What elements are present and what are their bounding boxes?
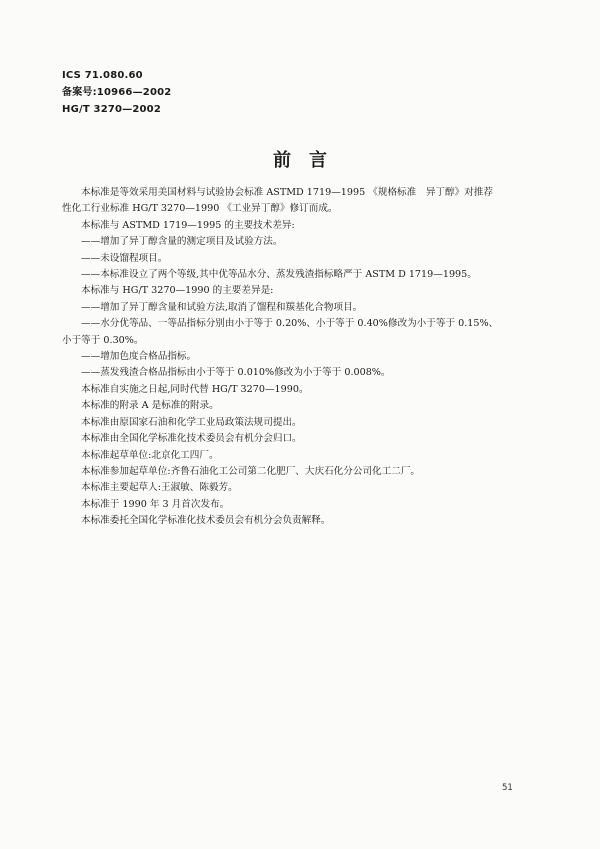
paragraph: ——蒸发残渣合格品指标由小于等于 0.010%修改为小于等于 0.008%。	[81, 367, 391, 379]
paragraph: ——本标准设立了两个等级,其中优等品水分、蒸发残渣指标略严于 ASTM D 1719—1995。	[81, 269, 477, 281]
paragraph: 本标准与 HG/T 3270—1990 的主要差异是:	[81, 285, 274, 297]
paragraph: 本标准是等效采用美国材料与试验协会标准 ASTMD 1719—1995 《规格标准 异丁醇》对推荐	[81, 187, 493, 198]
paragraph: 本标准参加起草单位:齐鲁石油化工公司第二化肥厂、大庆石化分公司化工二厂。	[81, 465, 421, 477]
paragraph: 本标准起草单位:北京化工四厂。	[81, 449, 219, 461]
paragraph: 本标准的附录 A 是标准的附录。	[81, 400, 219, 412]
paragraph: 性化工行业标准 HG/T 3270—1990 《工业异丁醇》修订而成。	[62, 203, 338, 215]
paragraph: ——增加了异丁醇含量和试验方法,取消了馏程和羰基化合物项目。	[81, 301, 363, 313]
paragraph: ——未设馏程项目。	[81, 252, 168, 264]
paragraph: 本标准自实施之日起,同时代替 HG/T 3270—1990。	[81, 383, 309, 395]
ics-code: ICS 71.080.60	[62, 70, 143, 81]
paragraph: 小于等于 0.30%。	[62, 334, 144, 346]
paragraph: ——增加色度合格品指标。	[81, 351, 197, 363]
paragraph: ——水分优等品、一等品指标分别由小于等于 0.20%、小于等于 0.40%修改为小于等于 0.15%、	[81, 318, 499, 330]
paragraph: 本标准由全国化学标准化技术委员会有机分会归口。	[81, 433, 302, 445]
foreword-body	[62, 185, 552, 530]
filing-number: 备案号:10966—2002	[62, 87, 172, 98]
paragraph: 本标准于 1990 年 3 月首次发布。	[81, 498, 230, 510]
standard-code: HG/T 3270—2002	[62, 104, 161, 115]
document-header	[62, 67, 171, 118]
paragraph: 本标准与 ASTMD 1719—1995 的主要技术差异:	[81, 219, 295, 231]
paragraph: 本标准由原国家石油和化学工业局政策法规司提出。	[81, 416, 302, 428]
paragraph: 本标准委托全国化学标准化技术委员会有机分会负责解释。	[81, 515, 331, 527]
paragraph: ——增加了异丁醇含量的测定项目及试验方法。	[81, 236, 283, 248]
paragraph: 本标准主要起草人:王淑敏、陈毅芳。	[81, 482, 238, 494]
page-number: 51	[502, 783, 513, 793]
page-title: 前言	[273, 150, 345, 171]
